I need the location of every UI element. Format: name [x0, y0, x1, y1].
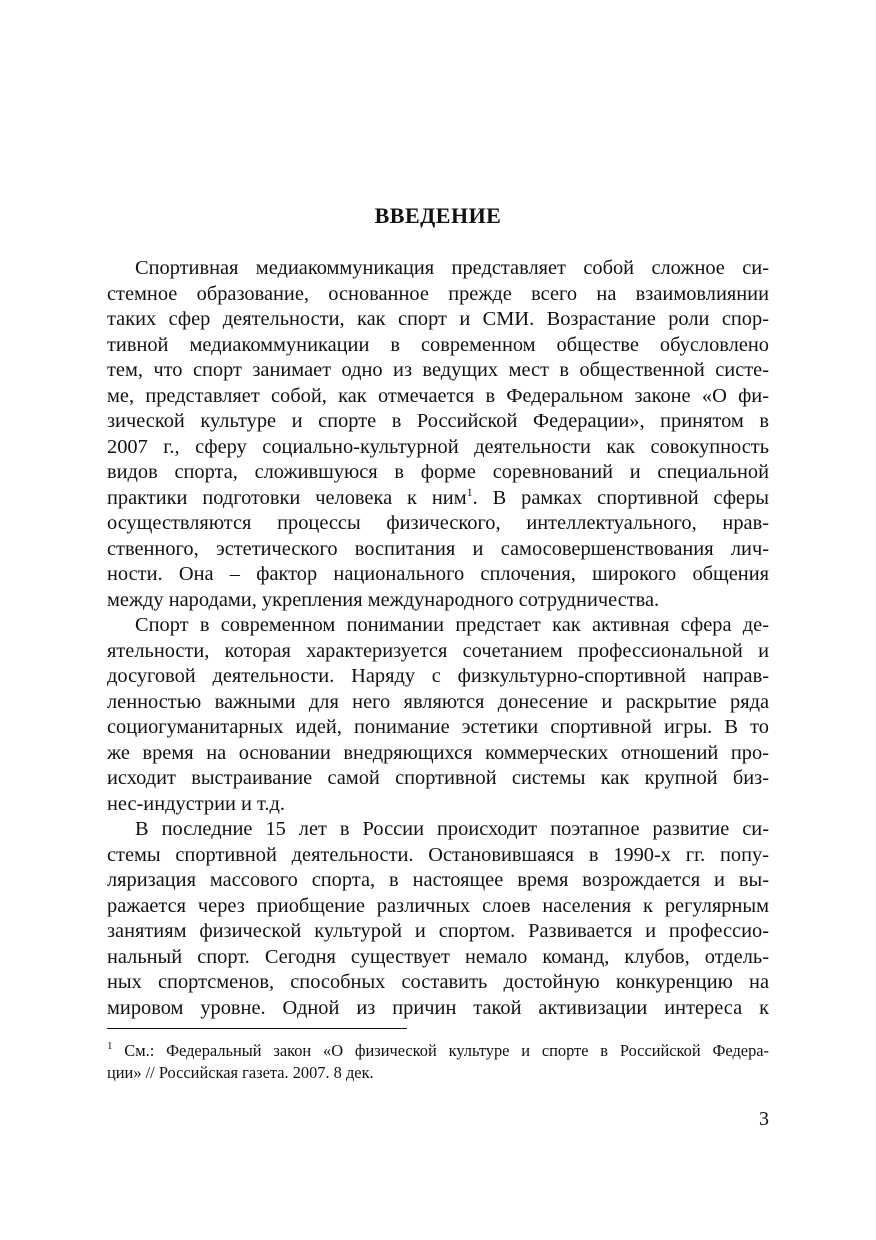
text-line: же время на основании внедряющихся коммерческих отношений про-	[107, 741, 769, 764]
text-line-with-footnote	[107, 486, 769, 512]
text-line: стемы спортивной деятельности. Остановившаяся в 1990-х гг. попу-	[107, 843, 769, 866]
page-title: ВВЕДЕНИЕ	[374, 203, 502, 228]
footnote-ref[interactable]: 1	[466, 485, 473, 499]
text-line: зической культуре и спорте в Российской Федерации», принятом в	[107, 410, 769, 432]
text-line: ятельности, которая характеризуется сочетанием профессиональной и	[107, 639, 769, 662]
text-line: стемное образование, основанное прежде всего на взаимовлиянии	[107, 282, 769, 305]
text-line: ляризация массового спорта, в настоящее время возрождается и вы-	[107, 869, 769, 891]
text-line: нес-индустрии и т.д.	[107, 792, 285, 815]
text-line: тивной медиакоммуникации в современном обществе обусловлено	[107, 333, 769, 356]
text-line: Спорт в современном понимании предстает как активная сфера де-	[135, 614, 769, 636]
footnote-line: ции» // Российская газета. 2007. 8 дек.	[107, 1063, 374, 1082]
text-line: ности. Она – фактор национального сплочения, широкого общения	[107, 563, 769, 585]
text-line: ственного, эстетического воспитания и самосовершенствования лич-	[107, 537, 769, 560]
text-line: социогуманитарных идей, понимание эстетики спортивной игры. В то	[107, 716, 769, 738]
text-line: ме, представляет собой, как отмечается в Федеральном законе «О фи-	[107, 384, 769, 407]
text-line: В последние 15 лет в России происходит поэтапное развитие си-	[135, 818, 769, 840]
text-line-part: практики подготовки человека к ним	[107, 486, 467, 509]
text-line: 2007 г., сферу социально-культурной деятельности как совокупность	[107, 435, 769, 458]
text-line: ражается через приобщение различных слоев населения к регулярным	[107, 894, 769, 917]
footnote	[107, 1040, 769, 1084]
text-line: Спортивная медиакоммуникация представляет собой сложное си-	[135, 257, 769, 279]
footnote-divider	[107, 1028, 407, 1029]
text-line: видов спорта, сложившуюся в форме соревнований и специальной	[107, 461, 769, 483]
text-line: таких сфер деятельности, как спорт и СМИ. Возрастание роли спор-	[107, 308, 769, 330]
text-line: исходит выстраивание самой спортивной системы как крупной биз-	[107, 767, 769, 789]
footnote-line	[107, 1040, 769, 1062]
text-line: между народами, укрепления международного сотрудничества.	[107, 588, 660, 611]
text-line-part: . В рамках спортивной сферы	[472, 486, 769, 509]
text-line: досуговой деятельности. Наряду с физкультурно-спортивной направ-	[107, 665, 769, 687]
body-text	[107, 256, 769, 1021]
footnote-marker: 1	[107, 1040, 113, 1052]
footnote-text: См.: Федеральный закон «О физической культуре и спорте в Российской Федера-	[112, 1041, 769, 1060]
text-line: занятиям физической культурой и спортом. Развивается и профессио-	[107, 920, 769, 942]
page-number: 3	[759, 1108, 769, 1130]
text-line: тем, что спорт занимает одно из ведущих мест в общественной систе-	[107, 359, 769, 381]
text-line: ных спортсменов, способных составить достойную конкуренцию на	[107, 971, 769, 993]
text-line: нальный спорт. Сегодня существует немало команд, клубов, отдель-	[107, 945, 769, 968]
text-line: мировом уровне. Одной из причин такой активизации интереса к	[107, 996, 769, 1019]
text-line: ленностью важными для него являются донесение и раскрытие ряда	[107, 690, 769, 713]
text-line: осуществляются процессы физического, интеллектуального, нрав-	[107, 512, 769, 534]
